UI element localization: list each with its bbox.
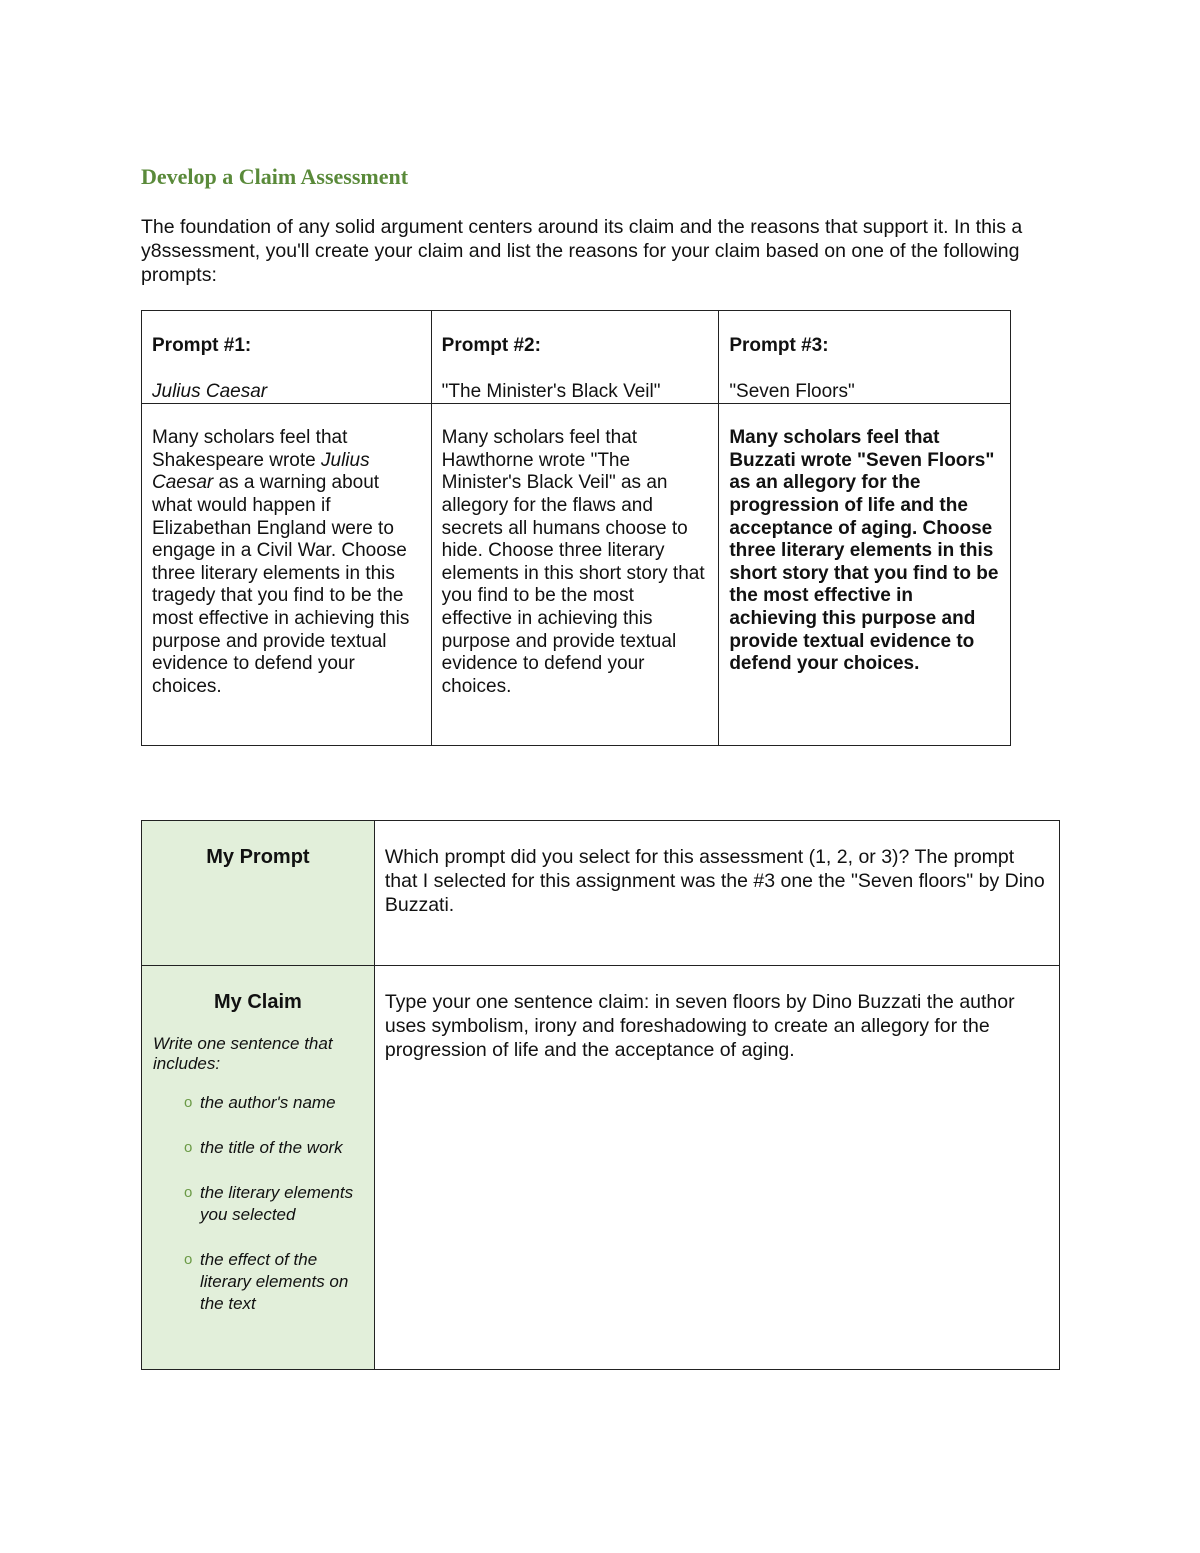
circle-bullet-icon: o (184, 1251, 193, 1268)
list-item: o the effect of the literary elements on the text (184, 1250, 349, 1313)
my-prompt-row (142, 821, 1060, 966)
prompt-3-label: Prompt #3: (729, 335, 829, 356)
prompt-1-text (142, 404, 432, 746)
prompt-1-label: Prompt #1: (152, 335, 252, 356)
my-prompt-label: My Prompt (206, 846, 310, 868)
response-table (141, 820, 1060, 1370)
circle-bullet-icon: o (184, 1184, 193, 1201)
my-claim-label: My Claim (214, 991, 302, 1013)
intro-paragraph: The foundation of any solid argument centers around its claim and the reasons that support it. In this a y8ssessment, you'll create your claim and list the reasons for your claim based on one of the following prompts: (141, 216, 1023, 286)
prompt-2-text: Many scholars feel that Hawthorne wrote "The Minister's Black Veil" as an allegory for the flaws and secrets all humans choose to hide. Choose three literary elements in this short story that you find to be the most effective in achieving this purpose and provide textual evidence to defend your choices. (431, 404, 719, 746)
list-item: o the title of the work (184, 1138, 343, 1157)
my-claim-label-cell (142, 966, 375, 1370)
prompt-1-text-after: as a warning about what would happen if Elizabethan England were to engage in a Civil War. Choose three literary elements in this tragedy that you find to be the most effective in achieving this purpose and provide textual evidence to defend your choices. (152, 472, 410, 697)
prompt-3-header (719, 311, 1011, 404)
my-prompt-label-cell (142, 821, 375, 966)
prompt-1-work: Julius Caesar (152, 380, 268, 402)
list-item: o the author's name (184, 1093, 336, 1112)
claim-requirements-list (152, 1092, 364, 1315)
prompts-table (141, 310, 1011, 746)
prompt-2-label: Prompt #2: (441, 335, 541, 356)
prompt-3-text: Many scholars feel that Buzzati wrote "Seven Floors" as an allegory for the progression of life and the acceptance of aging. Choose three literary elements in this short story that you find to be the most effective in achieving this purpose and provide textual evidence to defend your choices. (719, 404, 1011, 746)
page-title: Develop a Claim Assessment (141, 164, 409, 189)
prompt-2-header (431, 311, 719, 404)
prompt-1-header (142, 311, 432, 404)
prompt-1-text-before: Many scholars feel that Shakespeare wrote (152, 427, 348, 471)
list-item: o the literary elements you selected (184, 1183, 354, 1224)
prompts-header-row (142, 311, 1011, 404)
circle-bullet-icon: o (184, 1139, 193, 1156)
prompt-1-text-italic: Julius Caesar (152, 449, 370, 494)
circle-bullet-icon: o (184, 1094, 193, 1111)
my-claim-instruction: Write one sentence that includes: (153, 1034, 333, 1073)
my-claim-response[interactable]: Type your one sentence claim: in seven floors by Dino Buzzati the author uses symbolism, irony and foreshadowing to create an allegory for the progression of life and the acceptance of aging. (374, 966, 1059, 1370)
my-prompt-response[interactable]: Which prompt did you select for this assessment (1, 2, or 3)? The prompt that I selected for this assignment was the #3 one the "Seven floors" by Dino Buzzati. (374, 821, 1059, 966)
prompts-body-row (142, 404, 1011, 746)
prompt-2-work: "The Minister's Black Veil" (441, 380, 661, 402)
my-claim-row (142, 966, 1060, 1370)
prompt-3-work: "Seven Floors" (729, 380, 855, 402)
